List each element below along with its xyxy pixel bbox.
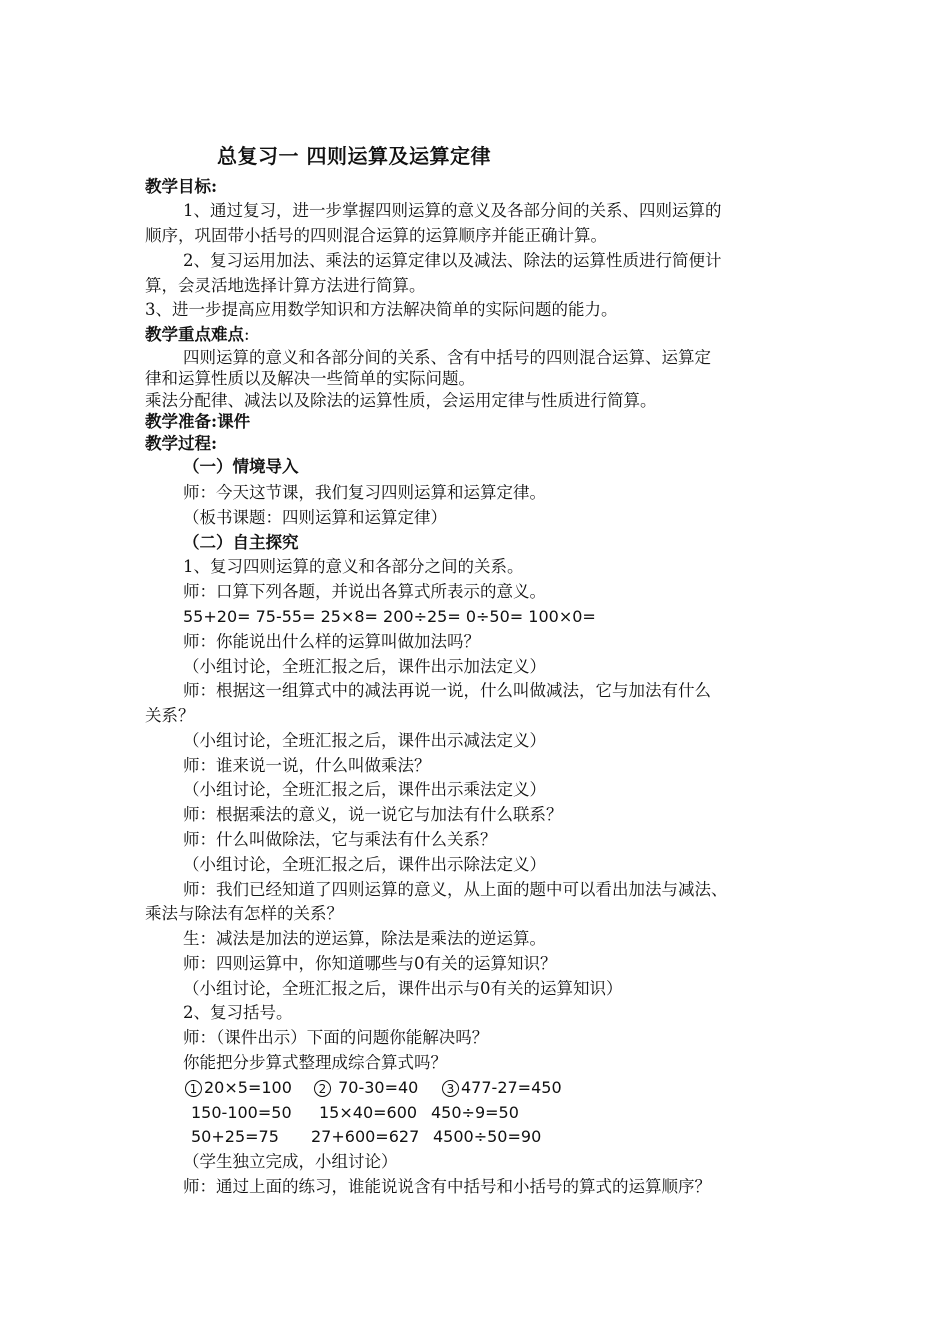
process-line: （小组讨论，全班汇报之后，课件出示与0有关的运算知识） (183, 979, 623, 998)
key-points-heading-row (145, 325, 250, 345)
key-points-line-3: 乘法分配律、减法以及除法的运算性质，会运用定律与性质进行简算。 (145, 391, 657, 410)
key-points-colon: : (244, 325, 250, 344)
process-line: 师：（课件出示）下面的问题你能解决吗？ (183, 1028, 489, 1047)
process-line: 师：口算下列各题，并说出各算式所表示的意义。 (183, 582, 546, 601)
expression-group-3-row-1: 3 477-27=450 (442, 1078, 562, 1098)
goal-3: 3、进一步提高应用数学知识和方法解决简单的实际问题的能力。 (145, 300, 618, 319)
process-line: 师：你能说出什么样的运算叫做加法吗？ (183, 632, 480, 651)
key-points-line-2: 律和运算性质以及解决一些简单的实际问题。 (145, 369, 475, 388)
process-line: 你能把分步算式整理成综合算式吗？ (183, 1053, 447, 1072)
goal-1-line-2: 顺序，巩固带小括号的四则混合运算的运算顺序并能正确计算。 (145, 226, 607, 245)
circled-number: 1 (185, 1080, 202, 1097)
process-line: 师：我们已经知道了四则运算的意义，从上面的题中可以看出加法与减法、 (183, 880, 728, 899)
expression-group-1-row-1: 1 20×5=100 (185, 1078, 292, 1098)
expression-group-1-row-2: 150-100=50 (191, 1103, 292, 1122)
process-line: 师：谁来说一说，什么叫做乘法？ (183, 756, 431, 775)
expression-group-3-row-3: 4500÷50=90 (433, 1127, 542, 1146)
goal-2-line-2: 算，会灵活地选择计算方法进行简算。 (145, 276, 426, 295)
process-line: 乘法与除法有怎样的关系？ (145, 904, 343, 923)
process-line: （小组讨论，全班汇报之后，课件出示乘法定义） (183, 780, 546, 799)
process-line: 1、复习四则运算的意义和各部分之间的关系。 (183, 557, 524, 576)
document-title: 总复习一 四则运算及运算定律 (217, 144, 491, 168)
process-line: 师：根据乘法的意义，说一说它与加法有什么联系？ (183, 805, 563, 824)
process-line: （小组讨论，全班汇报之后，课件出示除法定义） (183, 855, 546, 874)
expression-group-2-row-3: 27+600=627 (311, 1127, 420, 1146)
process-line: （小组讨论，全班汇报之后，课件出示减法定义） (183, 731, 546, 750)
process-line: 生：减法是加法的逆运算，除法是乘法的逆运算。 (183, 929, 546, 948)
process-line: 师：什么叫做除法，它与乘法有什么关系？ (183, 830, 497, 849)
process-line: （板书课题：四则运算和运算定律） (183, 508, 447, 527)
circled-number: 3 (442, 1080, 459, 1097)
expression-group-1-row-3: 50+25=75 (191, 1127, 279, 1146)
process-line: 师：四则运算中，你知道哪些与0有关的运算知识？ (183, 954, 557, 973)
expression-group-2-row-2: 15×40=600 (319, 1103, 418, 1122)
process-line: 关系？ (145, 706, 195, 725)
preparation: 教学准备:课件 (145, 412, 251, 431)
section-1-heading: （一）情境导入 (183, 457, 299, 476)
section-2-heading: （二）自主探究 (183, 533, 299, 552)
process-line: 师：今天这节课，我们复习四则运算和运算定律。 (183, 483, 546, 502)
mental-math-row: 55+20= 75-55= 25×8= 200÷25= 0÷50= 100×0= (183, 607, 596, 626)
key-points-heading: 教学重点难点 (145, 325, 244, 344)
process-line: （学生独立完成，小组讨论） (183, 1152, 398, 1171)
expression-group-3-row-2: 450÷9=50 (431, 1103, 519, 1122)
key-points-line-1: 四则运算的意义和各部分间的关系、含有中括号的四则混合运算、运算定 (183, 348, 711, 367)
expression-group-2-row-1: 2 70-30=40 (314, 1078, 418, 1098)
goals-heading: 教学目标: (145, 177, 218, 196)
process-line: 2、复习括号。 (183, 1003, 293, 1022)
goal-2-line-1: 2、复习运用加法、乘法的运算定律以及减法、除法的运算性质进行简便计 (183, 251, 722, 270)
goal-1-line-1: 1、通过复习，进一步掌握四则运算的意义及各部分间的关系、四则运算的 (183, 201, 722, 220)
circled-number: 2 (314, 1080, 331, 1097)
process-heading: 教学过程: (145, 434, 218, 453)
process-line: 师：通过上面的练习，谁能说说含有中括号和小括号的算式的运算顺序？ (183, 1177, 711, 1196)
process-line: 师：根据这一组算式中的减法再说一说，什么叫做减法，它与加法有什么 (183, 681, 711, 700)
process-line: （小组讨论，全班汇报之后，课件出示加法定义） (183, 657, 546, 676)
